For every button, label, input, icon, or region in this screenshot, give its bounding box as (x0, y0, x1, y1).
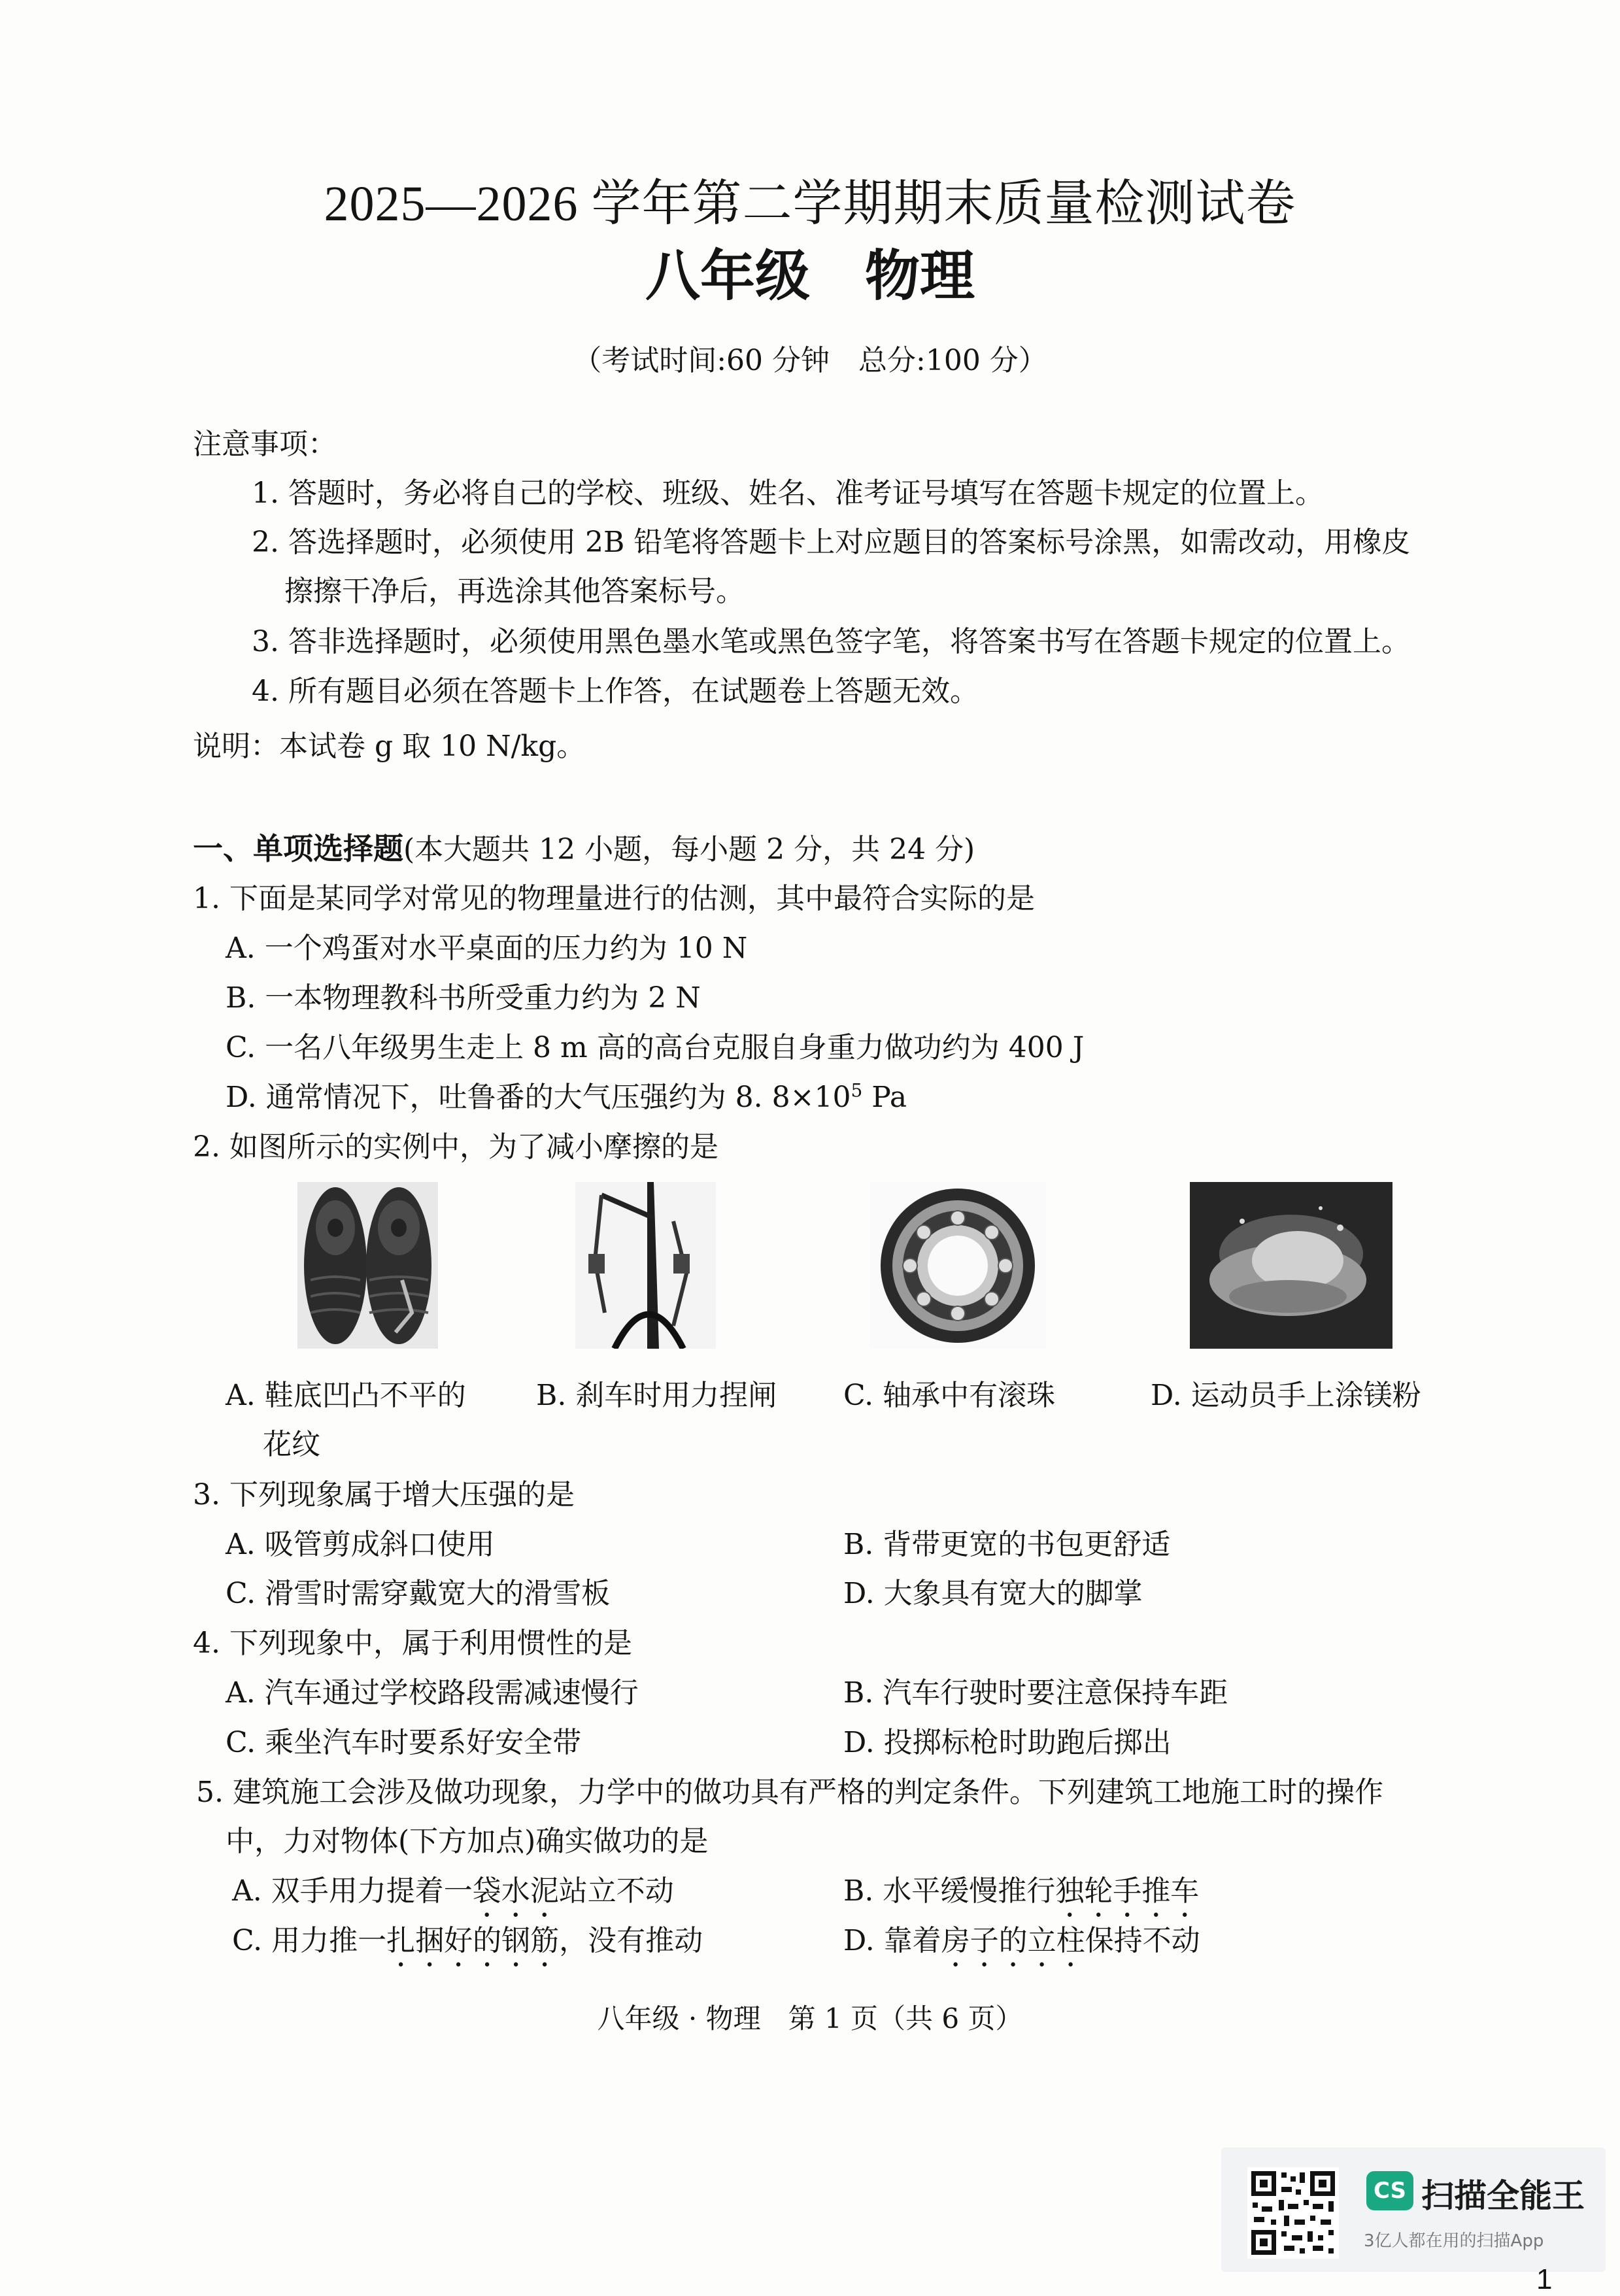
note-item-2-cont: 擦擦干净后，再选涂其他答案标号。 (284, 575, 745, 608)
q4-option-a: A. 汽车通过学校路段需减速慢行 (226, 1676, 639, 1710)
q4-stem: 4. 下列现象中，属于利用惯性的是 (193, 1627, 632, 1660)
note-item-1: 1. 答题时，务必将自己的学校、班级、姓名、准考证号填写在答题卡规定的位置上。 (252, 477, 1324, 510)
q5-option-d-text: D. 靠着 (843, 1924, 941, 1957)
notes-heading: 注意事项： (193, 428, 337, 461)
q2-option-a: A. 鞋底凹凸不平的 (226, 1379, 466, 1412)
section-1-header (193, 825, 975, 868)
shoe-sole-icon (297, 1182, 438, 1349)
q4-option-c: C. 乘坐汽车时要系好安全带 (226, 1726, 582, 1759)
note-item-3: 3. 答非选择题时，必须使用黑色墨水笔或黑色签字笔，将答案书写在答题卡规定的位置上。 (252, 625, 1410, 658)
q5-option-c (232, 1917, 703, 1974)
camscanner-tagline: 3亿人都在用的扫描App (1364, 2231, 1544, 2251)
q3-option-c: C. 滑雪时需穿戴宽大的滑雪板 (226, 1577, 611, 1610)
q5-option-a-object: 袋水泥 (472, 1874, 559, 1908)
notes-explanation: 说明：本试卷 g 取 10 N/kg。 (193, 730, 586, 763)
q5-option-d-rest: 保持不动 (1085, 1924, 1200, 1957)
q5-option-a-text: A. 双手用力提着一 (232, 1874, 473, 1908)
q5-option-c-text: C. 用力推一 (232, 1924, 387, 1957)
q2-option-a-cont: 花纹 (263, 1428, 320, 1461)
q1-option-c: C. 一名八年级男生走上 8 m 高的高台克服自身重力做功约为 400 J (226, 1031, 1085, 1064)
section-1-heading: 一、单项选择题 (193, 831, 403, 866)
exam-title: 2025—2026 学年第二学期期末质量检测试卷 (324, 177, 1296, 231)
q1-option-d-text: D. 通常情况下，吐鲁番的大气压强约为 8. 8×10 (226, 1081, 851, 1114)
q1-option-d-unit: Pa (862, 1081, 907, 1114)
q1-stem: 1. 下面是某同学对常见的物理量进行的估测，其中最符合实际的是 (193, 882, 1035, 915)
q5-option-d (843, 1917, 1200, 1974)
exam-subtitle: 八年级 物理 (645, 244, 975, 308)
note-item-2: 2. 答选择题时，必须使用 2B 铅笔将答题卡上对应题目的答案标号涂黑，如需改动，用橡皮 (252, 526, 1411, 559)
page-footer: 八年级 · 物理 第 1 页（共 6 页） (597, 2002, 1023, 2034)
q5-stem: 5. 建筑施工会涉及做功现象，力学中的做功具有严格的判定条件。下列建筑工地施工时的操作 (196, 1776, 1383, 1809)
q5-option-b-object: 独轮手推车 (1055, 1874, 1200, 1908)
exam-meta: （考试时间:60 分钟 总分:100 分） (573, 344, 1047, 377)
camscanner-logo-icon: CS (1366, 2171, 1413, 2210)
q4-option-b: B. 汽车行驶时要注意保持车距 (843, 1676, 1228, 1710)
camscanner-watermark (1221, 2148, 1606, 2272)
q5-option-c-rest: ，没有推动 (559, 1924, 703, 1957)
q5-option-b-text: B. 水平缓慢推行 (843, 1874, 1056, 1908)
q1-option-d (226, 1073, 907, 1115)
camscanner-name: 扫描全能王 (1421, 2177, 1585, 2215)
q5-option-b (843, 1867, 1199, 1924)
q2-option-c: C. 轴承中有滚珠 (843, 1379, 1056, 1412)
q3-stem: 3. 下列现象属于增大压强的是 (193, 1478, 575, 1511)
shoe-sole-image (297, 1182, 438, 1349)
q2-stem: 2. 如图所示的实例中，为了减小摩擦的是 (193, 1130, 718, 1164)
q3-option-d: D. 大象具有宽大的脚掌 (843, 1577, 1143, 1610)
bearing-image (869, 1182, 1046, 1349)
q3-option-b: B. 背带更宽的书包更舒适 (843, 1528, 1171, 1561)
q2-option-b: B. 刹车时用力捏闸 (536, 1379, 777, 1412)
chalk-hands-image (1190, 1182, 1392, 1349)
section-1-desc: (本大题共 12 小题，每小题 2 分，共 24 分) (403, 833, 975, 866)
chalk-hands-icon (1190, 1182, 1392, 1349)
q5-option-a (232, 1867, 674, 1924)
q1-option-d-exponent: 5 (851, 1079, 863, 1102)
ball-bearing-icon (869, 1182, 1046, 1349)
page-number: 1 (1536, 2263, 1553, 2295)
q1-option-b: B. 一本物理教科书所受重力约为 2 N (226, 981, 701, 1015)
note-item-4: 4. 所有题目必须在答题卡上作答，在试题卷上答题无效。 (252, 675, 979, 708)
q5-option-a-rest: 站立不动 (558, 1874, 674, 1908)
q5-option-c-object: 扎捆好的钢筋 (386, 1924, 560, 1957)
q3-option-a: A. 吸管剪成斜口使用 (226, 1528, 495, 1561)
bike-brake-image (575, 1182, 716, 1349)
q2-option-d: D. 运动员手上涂镁粉 (1151, 1379, 1421, 1412)
q5-stem-cont: 中，力对物体(下方加点)确实做功的是 (226, 1825, 709, 1858)
q5-option-d-object: 房子的立柱 (941, 1924, 1085, 1957)
q4-option-d: D. 投掷标枪时助跑后掷出 (843, 1726, 1172, 1759)
q1-option-a: A. 一个鸡蛋对水平桌面的压力约为 10 N (226, 932, 748, 965)
qr-code-icon (1247, 2167, 1339, 2259)
bike-brake-icon (575, 1182, 716, 1349)
